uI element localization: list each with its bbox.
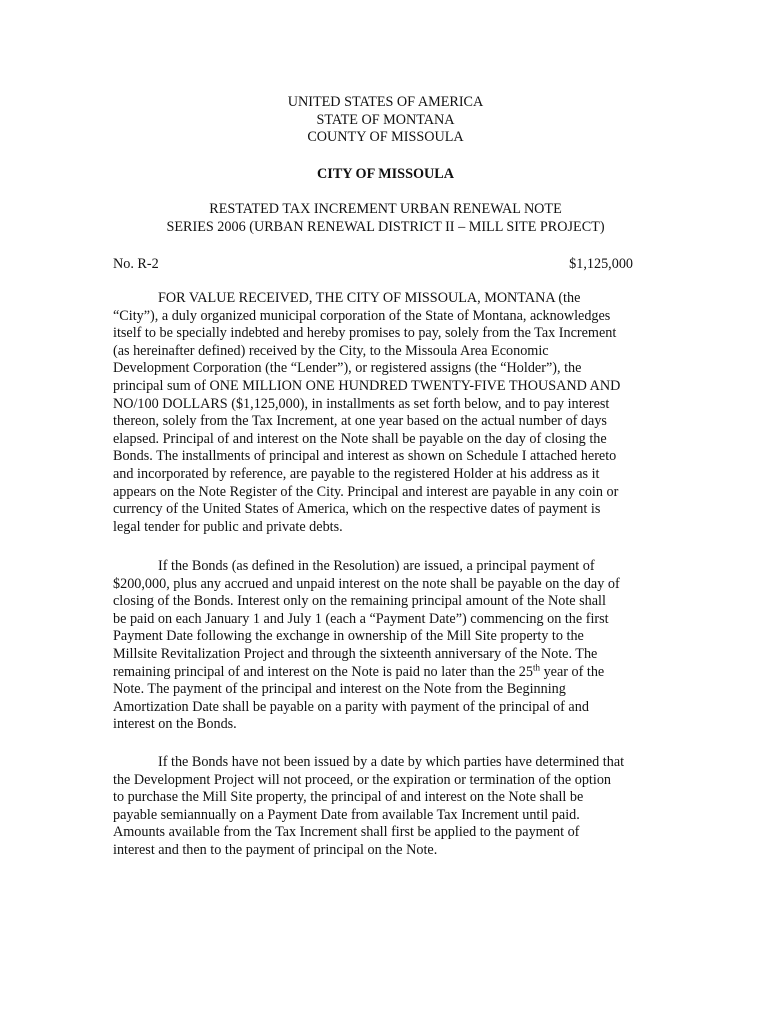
- paragraph-line: the Development Project will not proceed, or the expiration or termination of the option: [113, 771, 612, 788]
- paragraph-line: legal tender for public and private debts.: [113, 518, 343, 535]
- paragraph-line: currency of the United States of America, which on the respective dates of payment is: [113, 501, 601, 518]
- paragraph-line: and incorporated by reference, are payable to the registered Holder at his address as it: [113, 465, 600, 482]
- paragraph-line: “City”), a duly organized municipal corporation of the State of Montana, acknowledges: [113, 307, 611, 324]
- paragraph-line: closing of the Bonds. Interest only on the remaining principal amount of the Note shall: [113, 593, 606, 610]
- city-name: CITY OF MISSOULA: [317, 166, 454, 182]
- paragraph-line: thereon, solely from the Tax Increment, at one year based on the actual number of days: [113, 413, 607, 430]
- paragraph-line: Amounts available from the Tax Increment shall first be applied to the payment of: [113, 824, 580, 841]
- note-number: No. R-2: [113, 256, 159, 272]
- header-line-country: UNITED STATES OF AMERICA: [287, 94, 484, 110]
- paragraph-line: interest and then to the payment of principal on the Note.: [113, 841, 438, 858]
- note-number-row: [113, 256, 633, 274]
- paragraph-bonds-issued: [113, 558, 658, 734]
- paragraph-bonds-not-issued: [113, 754, 658, 860]
- note-title-line-1: RESTATED TAX INCREMENT URBAN RENEWAL NOTE: [209, 201, 562, 217]
- paragraph-line: elapsed. Principal of and interest on the Note shall be payable on the day of closing the: [113, 430, 607, 447]
- ordinal-line-end: year of the: [540, 663, 605, 680]
- paragraph-line: Amortization Date shall be payable on a parity with payment of the principal of and: [113, 698, 589, 715]
- city-heading: [113, 166, 658, 184]
- paragraph-line: $200,000, plus any accrued and unpaid interest on the note shall be payable on the day of: [113, 575, 620, 592]
- paragraph-line: If the Bonds have not been issued by a date by which parties have determined that: [158, 754, 625, 770]
- paragraph-line-ordinal: [113, 661, 658, 682]
- ordinal-line-start: remaining principal of and interest on the Note is paid no later than the 25: [113, 663, 533, 680]
- paragraph-line: payable semiannually on a Payment Date from available Tax Increment until paid.: [113, 806, 580, 823]
- paragraph-line: be paid on each January 1 and July 1 (each a “Payment Date”) commencing on the first: [113, 610, 609, 627]
- note-title-line-2: SERIES 2006 (URBAN RENEWAL DISTRICT II – MILL SITE PROJECT): [166, 218, 605, 235]
- note-title: [113, 201, 658, 236]
- ordinal-suffix: th: [533, 661, 541, 672]
- paragraph-line: Millsite Revitalization Project and through the sixteenth anniversary of the Note. The: [113, 645, 598, 662]
- paragraph-line: If the Bonds (as defined in the Resolution) are issued, a principal payment of: [158, 558, 595, 574]
- paragraph-line: Development Corporation (the “Lender”), or registered assigns (the “Holder”), the: [113, 360, 582, 377]
- paragraph-line: appears on the Note Register of the City. Principal and interest are payable in any coin or: [113, 483, 619, 500]
- paragraph-value-received: [113, 290, 658, 536]
- paragraph-line: itself to be specially indebted and hereby promises to pay, solely from the Tax Increment: [113, 325, 617, 342]
- note-amount: $1,125,000: [569, 256, 633, 272]
- paragraph-line: to purchase the Mill Site property, the principal of and interest on the Note shall be: [113, 789, 584, 806]
- header-line-state: STATE OF MONTANA: [316, 111, 455, 128]
- jurisdiction-header: [113, 94, 658, 147]
- paragraph-line: interest on the Bonds.: [113, 716, 237, 733]
- paragraph-line: (as hereinafter defined) received by the City, to the Missoula Area Economic: [113, 342, 549, 359]
- paragraph-line: Bonds. The installments of principal and interest as shown on Schedule I attached hereto: [113, 448, 617, 465]
- paragraph-line: Note. The payment of the principal and interest on the Note from the Beginning: [113, 681, 566, 698]
- paragraph-line: Payment Date following the exchange in ownership of the Mill Site property to the: [113, 628, 584, 645]
- paragraph-line: principal sum of ONE MILLION ONE HUNDRED TWENTY-FIVE THOUSAND AND: [113, 377, 621, 394]
- paragraph-line: NO/100 DOLLARS ($1,125,000), in installments as set forth below, and to pay interest: [113, 395, 610, 412]
- paragraph-line: FOR VALUE RECEIVED, THE CITY OF MISSOULA, MONTANA (the: [158, 290, 581, 306]
- header-line-county: COUNTY OF MISSOULA: [307, 129, 464, 146]
